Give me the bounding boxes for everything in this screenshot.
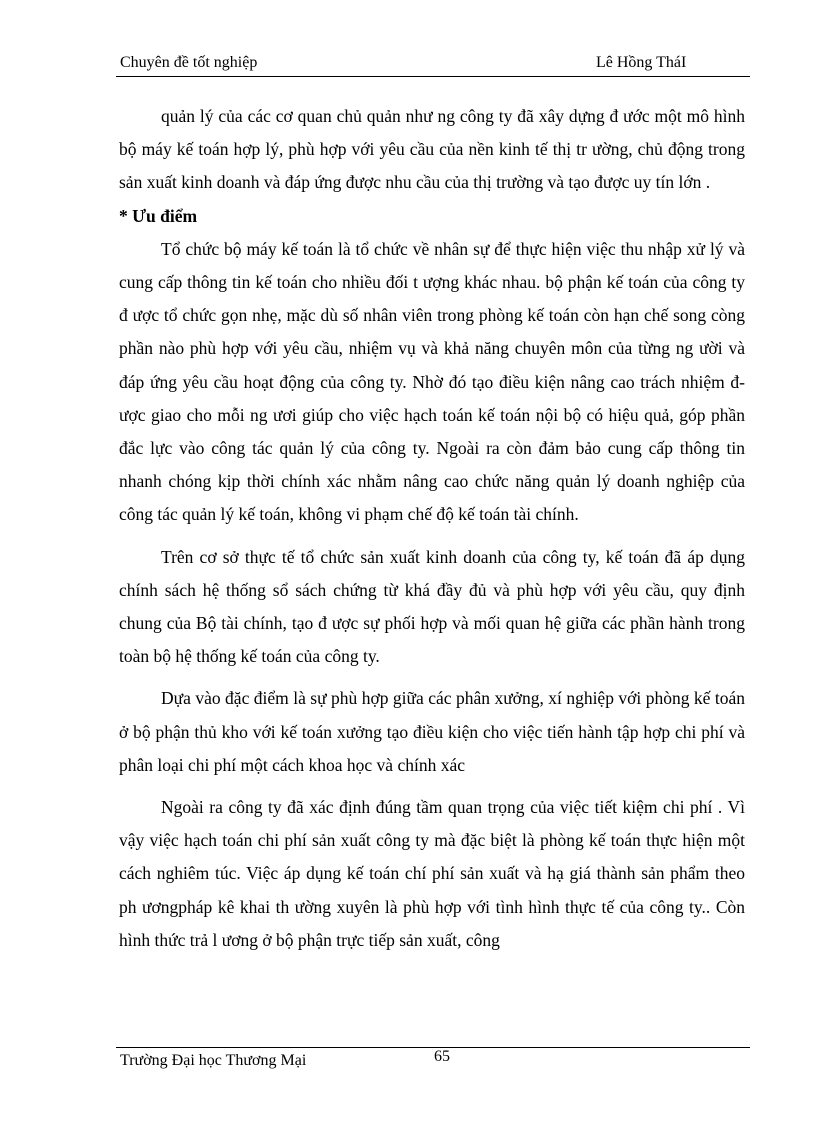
section-heading: * Ưu điểm <box>119 205 198 226</box>
paragraph-4: Ngoài ra công ty đã xác định đúng tầm quan trọng của việc tiết kiệm chi phí . Vì vậy việc hạch toán chi phí sản xuất công ty mà đặc biệt là phòng kế toán thực hiện một cách nghiêm túc. Việc áp dụng kế toán chí phí sản xuất và hạ giá thành sản phẩm theo ph ươngpháp kê khai th ường xuyên là phù hợp với tình hình thực tế của công ty.. Còn hình thức trả l ương ở bộ phận trực tiếp sản xuất, công <box>119 797 745 950</box>
page-number: 65 <box>434 1048 450 1065</box>
footer-divider <box>116 1047 750 1048</box>
page-body <box>119 100 745 957</box>
paragraph-2: Trên cơ sở thực tế tổ chức sản xuất kinh doanh của công ty, kế toán đã áp dụng chính sách hệ thống sổ sách chứng từ khá đầy đủ và phù hợp với yêu cầu, quy định chung của Bộ tài chính, tạo đ ược sự phối hợp và mối quan hệ giữa các phần hành trong toàn bộ hệ thống kế toán của công ty. <box>119 546 745 667</box>
paragraph-intro: quản lý của các cơ quan chủ quản như ng công ty đã xây dựng đ ước một mô hình bộ máy kế toán hợp lý, phù hợp với yêu cầu của nền kinh tế thị tr ường, chủ động trong sản xuất kinh doanh và đáp ứng được nhu cầu của thị trường và tạo được uy tín lớn . <box>119 106 745 193</box>
header-divider <box>116 76 750 77</box>
footer-institution: Trường Đại học Thương Mại <box>120 1052 307 1069</box>
page-header <box>120 54 750 76</box>
header-author: Lê Hồng TháI <box>596 54 687 71</box>
paragraph-1: Tổ chức bộ máy kế toán là tổ chức về nhân sự để thực hiện việc thu nhập xử lý và cung cấp thông tin kế toán cho nhiều đối t ượng khác nhau. bộ phận kế toán của công ty đ ược tổ chức gọn nhẹ, mặc dù số nhân viên trong phòng kế toán còn hạn chế song còng phần nào phù hợp với yêu cầu, nhiệm vụ và khả năng chuyên môn của từng ng ười và đáp ứng yêu cầu hoạt động của công ty. Nhờ đó tạo điều kiện nâng cao trách nhiệm đ ược giao cho mỗi ng ươi giúp cho việc hạch toán kế toán nội bộ có hiệu quả, góp phần đắc lực vào công tác quản lý của công ty. Ngoài ra còn đảm bảo cung cấp thông tin nhanh chóng kịp thời chính xác nhằm nâng cao chức năng quản lý doanh nghiệp của công tác quản lý kế toán, không vi phạm chế độ kế toán tài chính. <box>119 238 745 525</box>
page-footer <box>120 1048 750 1074</box>
paragraph-3: Dựa vào đặc điểm là sự phù hợp giữa các phân xưởng, xí nghiệp với phòng kế toán ở bộ phận thủ kho với kế toán xưởng tạo điều kiện cho việc tiến hành tập hợp chi phí và phân loại chi phí một cách khoa học và chính xác <box>119 688 745 775</box>
header-document-title: Chuyên đề tốt nghiệp <box>120 54 258 71</box>
